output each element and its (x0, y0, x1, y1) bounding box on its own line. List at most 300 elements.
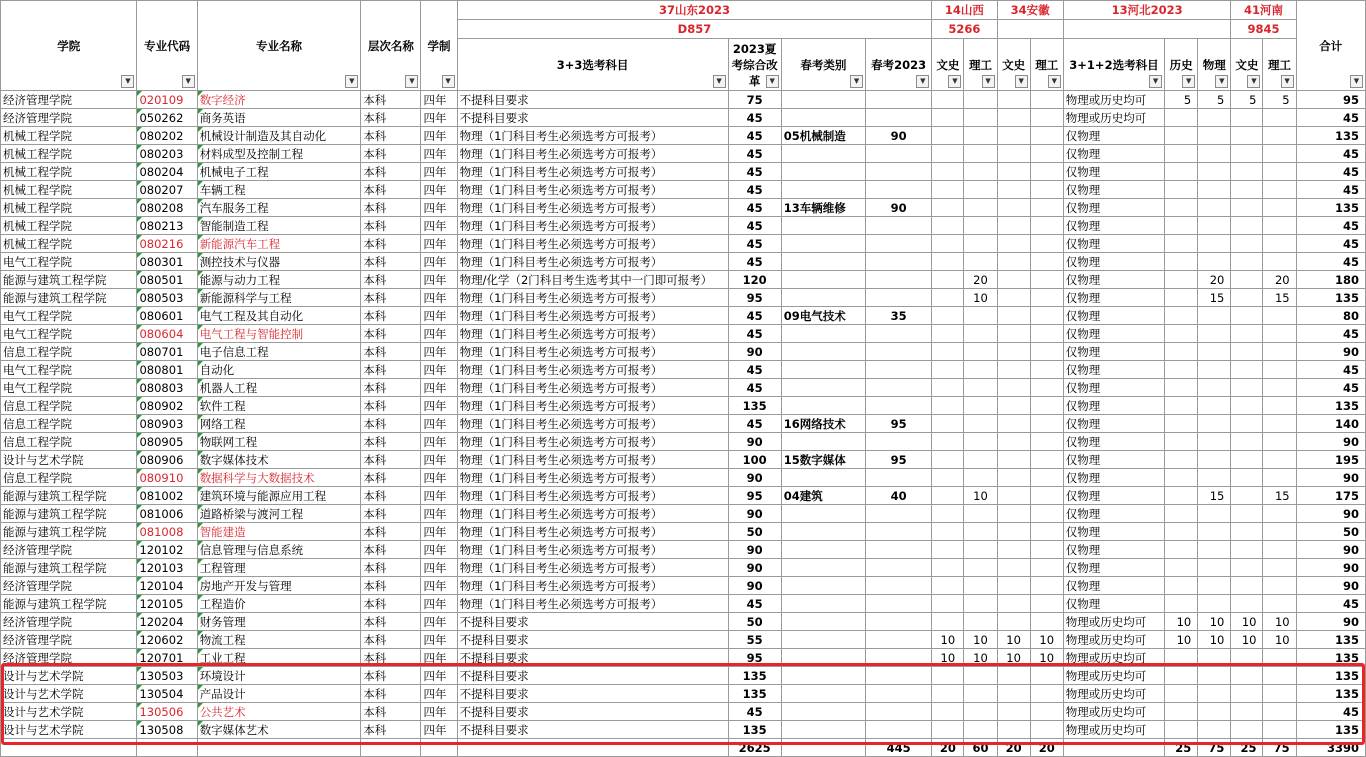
cell-hebei-lishi[interactable] (1165, 361, 1198, 379)
cell-level[interactable]: 本科 (361, 361, 421, 379)
cell-level[interactable]: 本科 (361, 109, 421, 127)
cell-shanxi-ligong[interactable] (964, 559, 997, 577)
header-major-name[interactable]: 专业名称 ▼ (197, 1, 361, 91)
cell-henan-wenshi[interactable] (1231, 361, 1263, 379)
cell-anhui-wenshi[interactable] (997, 325, 1030, 343)
cell-hebei-lishi[interactable] (1165, 325, 1198, 343)
cell-spring-category[interactable] (781, 217, 865, 235)
cell-level[interactable]: 本科 (361, 577, 421, 595)
cell-major-code[interactable]: 080903 (137, 415, 197, 433)
cell-shanxi-wenshi[interactable] (932, 685, 964, 703)
cell-subjects-312[interactable]: 仅物理 (1063, 595, 1164, 613)
cell-hebei-wuli[interactable] (1198, 451, 1231, 469)
cell-major-code[interactable]: 120104 (137, 577, 197, 595)
cell-total[interactable]: 135 (1296, 631, 1365, 649)
cell-reform-2023[interactable]: 120 (728, 271, 781, 289)
cell-duration[interactable]: 四年 (421, 703, 457, 721)
cell-shanxi-ligong[interactable] (964, 721, 997, 739)
cell-major-name[interactable]: 测控技术与仪器 (197, 253, 361, 271)
cell-spring-2023[interactable] (866, 325, 932, 343)
cell-reform-2023[interactable]: 45 (728, 217, 781, 235)
cell-spring-category[interactable] (781, 559, 865, 577)
cell-duration[interactable]: 四年 (421, 613, 457, 631)
cell-subjects-33[interactable]: 物理（1门科目考生必须选考方可报考） (457, 145, 728, 163)
dropdown-arrow-icon[interactable]: ▼ (1215, 75, 1228, 88)
cell-hebei-lishi[interactable] (1165, 685, 1198, 703)
cell-henan-wenshi[interactable] (1231, 127, 1263, 145)
cell-subjects-33[interactable]: 不提科目要求 (457, 685, 728, 703)
cell-college[interactable]: 电气工程学院 (1, 361, 137, 379)
cell-hebei-lishi[interactable] (1165, 559, 1198, 577)
cell-duration[interactable]: 四年 (421, 523, 457, 541)
cell-anhui-ligong[interactable] (1030, 307, 1063, 325)
cell-duration[interactable]: 四年 (421, 181, 457, 199)
cell-henan-ligong[interactable] (1263, 505, 1296, 523)
cell-total[interactable]: 90 (1296, 613, 1365, 631)
cell-major-code[interactable]: 120102 (137, 541, 197, 559)
cell-level[interactable]: 本科 (361, 91, 421, 109)
cell-spring-category[interactable] (781, 667, 865, 685)
total-cell-hebei-wuli[interactable]: 75 (1198, 739, 1231, 757)
cell-college[interactable]: 能源与建筑工程学院 (1, 505, 137, 523)
cell-reform-2023[interactable]: 45 (728, 145, 781, 163)
total-cell-anhui-ligong[interactable]: 20 (1030, 739, 1063, 757)
cell-reform-2023[interactable]: 45 (728, 181, 781, 199)
cell-college[interactable]: 信息工程学院 (1, 397, 137, 415)
cell-hebei-wuli[interactable] (1198, 433, 1231, 451)
cell-hebei-wuli[interactable] (1198, 523, 1231, 541)
cell-shanxi-wenshi[interactable] (932, 253, 964, 271)
header-subjects-312[interactable]: 3+1+2选考科目 ▼ (1063, 39, 1164, 91)
cell-major-code[interactable]: 080204 (137, 163, 197, 181)
cell-reform-2023[interactable]: 45 (728, 109, 781, 127)
cell-spring-category[interactable] (781, 685, 865, 703)
cell-major-name[interactable]: 建筑环境与能源应用工程 (197, 487, 361, 505)
cell-hebei-lishi[interactable]: 10 (1165, 631, 1198, 649)
cell-duration[interactable]: 四年 (421, 559, 457, 577)
cell-hebei-lishi[interactable] (1165, 307, 1198, 325)
cell-level[interactable]: 本科 (361, 685, 421, 703)
cell-anhui-ligong[interactable] (1030, 217, 1063, 235)
cell-subjects-312[interactable]: 仅物理 (1063, 397, 1164, 415)
cell-major-code[interactable]: 080202 (137, 127, 197, 145)
cell-subjects-33[interactable]: 物理（1门科目考生必须选考方可报考） (457, 523, 728, 541)
cell-spring-2023[interactable] (866, 703, 932, 721)
cell-anhui-wenshi[interactable] (997, 145, 1030, 163)
cell-subjects-312[interactable]: 物理或历史均可 (1063, 631, 1164, 649)
cell-subjects-312[interactable]: 仅物理 (1063, 217, 1164, 235)
cell-spring-2023[interactable]: 95 (866, 415, 932, 433)
cell-spring-2023[interactable] (866, 271, 932, 289)
cell-major-name[interactable]: 信息管理与信息系统 (197, 541, 361, 559)
cell-spring-2023[interactable] (866, 469, 932, 487)
cell-subjects-33[interactable]: 不提科目要求 (457, 109, 728, 127)
cell-college[interactable]: 经济管理学院 (1, 649, 137, 667)
cell-anhui-wenshi[interactable] (997, 685, 1030, 703)
dropdown-arrow-icon[interactable]: ▼ (1350, 75, 1363, 88)
cell-henan-ligong[interactable] (1263, 685, 1296, 703)
cell-college[interactable]: 信息工程学院 (1, 433, 137, 451)
cell-reform-2023[interactable]: 135 (728, 721, 781, 739)
cell-major-name[interactable]: 工程造价 (197, 595, 361, 613)
cell-subjects-312[interactable]: 仅物理 (1063, 271, 1164, 289)
cell-spring-category[interactable] (781, 397, 865, 415)
cell-anhui-wenshi[interactable] (997, 703, 1030, 721)
cell-major-name[interactable]: 电气工程与智能控制 (197, 325, 361, 343)
cell-henan-ligong[interactable] (1263, 523, 1296, 541)
cell-duration[interactable]: 四年 (421, 253, 457, 271)
cell-henan-ligong[interactable] (1263, 433, 1296, 451)
cell-major-code[interactable]: 080902 (137, 397, 197, 415)
cell-henan-ligong[interactable] (1263, 595, 1296, 613)
cell-major-name[interactable]: 电子信息工程 (197, 343, 361, 361)
cell-henan-ligong[interactable] (1263, 109, 1296, 127)
cell-major-code[interactable]: 081008 (137, 523, 197, 541)
cell-spring-category[interactable] (781, 703, 865, 721)
cell-major-code[interactable]: 130503 (137, 667, 197, 685)
cell-duration[interactable]: 四年 (421, 577, 457, 595)
cell-college[interactable]: 机械工程学院 (1, 217, 137, 235)
cell-hebei-lishi[interactable] (1165, 127, 1198, 145)
cell-shanxi-wenshi[interactable] (932, 109, 964, 127)
cell-major-name[interactable]: 电气工程及其自动化 (197, 307, 361, 325)
cell-total[interactable]: 90 (1296, 559, 1365, 577)
cell-henan-ligong[interactable] (1263, 199, 1296, 217)
header-total[interactable]: 合计 ▼ (1296, 1, 1365, 91)
cell-henan-ligong[interactable] (1263, 217, 1296, 235)
cell-duration[interactable]: 四年 (421, 91, 457, 109)
cell-spring-category[interactable] (781, 181, 865, 199)
cell-spring-category[interactable] (781, 595, 865, 613)
cell-henan-ligong[interactable] (1263, 145, 1296, 163)
cell-spring-2023[interactable] (866, 145, 932, 163)
cell-total[interactable]: 45 (1296, 145, 1365, 163)
cell-college[interactable]: 机械工程学院 (1, 145, 137, 163)
cell-shanxi-ligong[interactable] (964, 379, 997, 397)
cell-anhui-wenshi[interactable]: 10 (997, 649, 1030, 667)
cell-hebei-wuli[interactable] (1198, 127, 1231, 145)
cell-major-code[interactable]: 080601 (137, 307, 197, 325)
cell-henan-ligong[interactable] (1263, 397, 1296, 415)
cell-henan-ligong[interactable] (1263, 379, 1296, 397)
cell-total[interactable]: 90 (1296, 577, 1365, 595)
cell-subjects-33[interactable]: 物理（1门科目考生必须选考方可报考） (457, 199, 728, 217)
dropdown-arrow-icon[interactable]: ▼ (1149, 75, 1162, 88)
cell-total[interactable]: 135 (1296, 199, 1365, 217)
cell-anhui-wenshi[interactable] (997, 721, 1030, 739)
cell-duration[interactable]: 四年 (421, 163, 457, 181)
cell-reform-2023[interactable]: 90 (728, 577, 781, 595)
cell-shanxi-wenshi[interactable] (932, 595, 964, 613)
cell-hebei-lishi[interactable] (1165, 433, 1198, 451)
cell-anhui-wenshi[interactable] (997, 415, 1030, 433)
cell-henan-ligong[interactable] (1263, 541, 1296, 559)
cell-major-name[interactable]: 网络工程 (197, 415, 361, 433)
cell-major-code[interactable]: 080701 (137, 343, 197, 361)
cell-henan-ligong[interactable]: 5 (1263, 91, 1296, 109)
cell-reform-2023[interactable]: 45 (728, 199, 781, 217)
cell-subjects-33[interactable]: 物理（1门科目考生必须选考方可报考） (457, 361, 728, 379)
cell-hebei-wuli[interactable] (1198, 253, 1231, 271)
cell-major-name[interactable]: 商务英语 (197, 109, 361, 127)
cell-major-name[interactable]: 物联网工程 (197, 433, 361, 451)
cell-henan-wenshi[interactable] (1231, 523, 1263, 541)
cell-anhui-ligong[interactable] (1030, 271, 1063, 289)
cell-anhui-ligong[interactable] (1030, 181, 1063, 199)
cell-major-name[interactable]: 自动化 (197, 361, 361, 379)
cell-henan-ligong[interactable] (1263, 343, 1296, 361)
cell-subjects-33[interactable]: 物理（1门科目考生必须选考方可报考） (457, 577, 728, 595)
cell-reform-2023[interactable]: 135 (728, 397, 781, 415)
cell-level[interactable]: 本科 (361, 235, 421, 253)
header-henan-wenshi[interactable]: 文史 ▼ (1231, 39, 1263, 91)
cell-subjects-33[interactable]: 不提科目要求 (457, 721, 728, 739)
cell-shanxi-wenshi[interactable] (932, 307, 964, 325)
cell-spring-2023[interactable] (866, 163, 932, 181)
cell-hebei-lishi[interactable] (1165, 199, 1198, 217)
total-cell-subjects-33[interactable] (457, 739, 728, 757)
cell-reform-2023[interactable]: 45 (728, 415, 781, 433)
cell-duration[interactable]: 四年 (421, 397, 457, 415)
cell-henan-wenshi[interactable] (1231, 379, 1263, 397)
cell-shanxi-wenshi[interactable] (932, 235, 964, 253)
cell-level[interactable]: 本科 (361, 379, 421, 397)
cell-spring-2023[interactable] (866, 397, 932, 415)
cell-reform-2023[interactable]: 50 (728, 523, 781, 541)
cell-duration[interactable]: 四年 (421, 271, 457, 289)
cell-subjects-33[interactable]: 不提科目要求 (457, 631, 728, 649)
cell-major-name[interactable]: 新能源汽车工程 (197, 235, 361, 253)
cell-subjects-312[interactable]: 仅物理 (1063, 505, 1164, 523)
header-hebei-lishi[interactable]: 历史 ▼ (1165, 39, 1198, 91)
cell-college[interactable]: 设计与艺术学院 (1, 721, 137, 739)
cell-reform-2023[interactable]: 90 (728, 541, 781, 559)
cell-level[interactable]: 本科 (361, 505, 421, 523)
cell-college[interactable]: 机械工程学院 (1, 181, 137, 199)
cell-major-name[interactable]: 工程管理 (197, 559, 361, 577)
cell-henan-wenshi[interactable] (1231, 307, 1263, 325)
cell-hebei-wuli[interactable] (1198, 235, 1231, 253)
cell-college[interactable]: 能源与建筑工程学院 (1, 487, 137, 505)
cell-hebei-lishi[interactable] (1165, 217, 1198, 235)
cell-major-code[interactable]: 120103 (137, 559, 197, 577)
cell-total[interactable]: 140 (1296, 415, 1365, 433)
cell-level[interactable]: 本科 (361, 613, 421, 631)
cell-shanxi-wenshi[interactable] (932, 505, 964, 523)
cell-spring-2023[interactable] (866, 595, 932, 613)
cell-major-name[interactable]: 能源与动力工程 (197, 271, 361, 289)
cell-hebei-lishi[interactable] (1165, 577, 1198, 595)
cell-spring-category[interactable] (781, 325, 865, 343)
cell-subjects-33[interactable]: 物理/化学（2门科目考生选考其中一门即可报考） (457, 271, 728, 289)
cell-total[interactable]: 45 (1296, 325, 1365, 343)
cell-major-name[interactable]: 工业工程 (197, 649, 361, 667)
cell-anhui-ligong[interactable] (1030, 361, 1063, 379)
cell-subjects-312[interactable]: 仅物理 (1063, 415, 1164, 433)
cell-hebei-lishi[interactable] (1165, 163, 1198, 181)
cell-shanxi-wenshi[interactable] (932, 487, 964, 505)
cell-reform-2023[interactable]: 75 (728, 91, 781, 109)
cell-college[interactable]: 设计与艺术学院 (1, 685, 137, 703)
dropdown-arrow-icon[interactable]: ▼ (182, 75, 195, 88)
cell-anhui-wenshi[interactable] (997, 667, 1030, 685)
cell-level[interactable]: 本科 (361, 415, 421, 433)
cell-spring-2023[interactable] (866, 109, 932, 127)
total-cell-college[interactable] (1, 739, 137, 757)
cell-spring-2023[interactable] (866, 505, 932, 523)
cell-college[interactable]: 信息工程学院 (1, 415, 137, 433)
cell-anhui-wenshi[interactable] (997, 343, 1030, 361)
cell-shanxi-wenshi[interactable] (932, 343, 964, 361)
cell-subjects-312[interactable]: 仅物理 (1063, 253, 1164, 271)
cell-henan-ligong[interactable] (1263, 235, 1296, 253)
cell-major-code[interactable]: 081002 (137, 487, 197, 505)
cell-spring-category[interactable] (781, 163, 865, 181)
cell-major-name[interactable]: 公共艺术 (197, 703, 361, 721)
cell-college[interactable]: 机械工程学院 (1, 127, 137, 145)
cell-subjects-33[interactable]: 物理（1门科目考生必须选考方可报考） (457, 451, 728, 469)
cell-subjects-312[interactable]: 仅物理 (1063, 361, 1164, 379)
cell-hebei-lishi[interactable] (1165, 271, 1198, 289)
cell-anhui-wenshi[interactable] (997, 451, 1030, 469)
cell-henan-ligong[interactable] (1263, 361, 1296, 379)
cell-subjects-33[interactable]: 不提科目要求 (457, 649, 728, 667)
cell-henan-wenshi[interactable] (1231, 649, 1263, 667)
cell-major-code[interactable]: 080801 (137, 361, 197, 379)
cell-level[interactable]: 本科 (361, 145, 421, 163)
cell-total[interactable]: 45 (1296, 703, 1365, 721)
cell-shanxi-wenshi[interactable]: 10 (932, 649, 964, 667)
cell-shanxi-wenshi[interactable] (932, 91, 964, 109)
cell-hebei-lishi[interactable] (1165, 109, 1198, 127)
cell-shanxi-wenshi[interactable] (932, 721, 964, 739)
cell-hebei-wuli[interactable] (1198, 559, 1231, 577)
cell-major-name[interactable]: 智能制造工程 (197, 217, 361, 235)
cell-shanxi-wenshi[interactable] (932, 397, 964, 415)
cell-shanxi-wenshi[interactable] (932, 379, 964, 397)
cell-hebei-lishi[interactable] (1165, 487, 1198, 505)
cell-major-name[interactable]: 道路桥梁与渡河工程 (197, 505, 361, 523)
cell-henan-wenshi[interactable]: 5 (1231, 91, 1263, 109)
cell-shanxi-wenshi[interactable]: 10 (932, 631, 964, 649)
cell-shanxi-ligong[interactable]: 10 (964, 487, 997, 505)
cell-duration[interactable]: 四年 (421, 217, 457, 235)
cell-duration[interactable]: 四年 (421, 631, 457, 649)
cell-henan-ligong[interactable] (1263, 127, 1296, 145)
cell-henan-ligong[interactable]: 15 (1263, 487, 1296, 505)
cell-level[interactable]: 本科 (361, 325, 421, 343)
cell-reform-2023[interactable]: 45 (728, 703, 781, 721)
dropdown-arrow-icon[interactable]: ▼ (442, 75, 455, 88)
cell-hebei-wuli[interactable] (1198, 595, 1231, 613)
cell-college[interactable]: 电气工程学院 (1, 307, 137, 325)
header-anhui-ligong[interactable]: 理工 ▼ (1030, 39, 1063, 91)
cell-major-name[interactable]: 车辆工程 (197, 181, 361, 199)
cell-college[interactable]: 经济管理学院 (1, 91, 137, 109)
cell-college[interactable]: 设计与艺术学院 (1, 703, 137, 721)
cell-henan-wenshi[interactable] (1231, 433, 1263, 451)
cell-hebei-wuli[interactable] (1198, 505, 1231, 523)
cell-spring-2023[interactable] (866, 667, 932, 685)
total-cell-major-name[interactable] (197, 739, 361, 757)
cell-subjects-312[interactable]: 仅物理 (1063, 325, 1164, 343)
total-cell-hebei-lishi[interactable]: 25 (1165, 739, 1198, 757)
cell-shanxi-wenshi[interactable] (932, 703, 964, 721)
cell-henan-wenshi[interactable] (1231, 541, 1263, 559)
cell-subjects-33[interactable]: 不提科目要求 (457, 703, 728, 721)
cell-anhui-ligong[interactable] (1030, 289, 1063, 307)
cell-level[interactable]: 本科 (361, 541, 421, 559)
header-college[interactable]: 学院 ▼ (1, 1, 137, 91)
cell-major-code[interactable]: 080213 (137, 217, 197, 235)
cell-reform-2023[interactable]: 90 (728, 505, 781, 523)
cell-spring-category[interactable] (781, 271, 865, 289)
cell-henan-wenshi[interactable] (1231, 703, 1263, 721)
cell-duration[interactable]: 四年 (421, 649, 457, 667)
cell-subjects-33[interactable]: 物理（1门科目考生必须选考方可报考） (457, 163, 728, 181)
cell-shanxi-wenshi[interactable] (932, 325, 964, 343)
cell-total[interactable]: 45 (1296, 253, 1365, 271)
cell-spring-category[interactable] (781, 109, 865, 127)
cell-shanxi-wenshi[interactable] (932, 415, 964, 433)
cell-college[interactable]: 能源与建筑工程学院 (1, 523, 137, 541)
cell-level[interactable]: 本科 (361, 721, 421, 739)
cell-anhui-ligong[interactable] (1030, 685, 1063, 703)
cell-hebei-lishi[interactable] (1165, 451, 1198, 469)
cell-major-name[interactable]: 数字媒体艺术 (197, 721, 361, 739)
cell-level[interactable]: 本科 (361, 289, 421, 307)
cell-subjects-33[interactable]: 物理（1门科目考生必须选考方可报考） (457, 469, 728, 487)
cell-subjects-33[interactable]: 物理（1门科目考生必须选考方可报考） (457, 397, 728, 415)
cell-anhui-ligong[interactable] (1030, 541, 1063, 559)
cell-hebei-wuli[interactable] (1198, 199, 1231, 217)
cell-major-code[interactable]: 130508 (137, 721, 197, 739)
cell-spring-2023[interactable] (866, 181, 932, 199)
cell-henan-wenshi[interactable] (1231, 109, 1263, 127)
cell-college[interactable]: 设计与艺术学院 (1, 667, 137, 685)
cell-henan-wenshi[interactable] (1231, 721, 1263, 739)
cell-henan-wenshi[interactable] (1231, 199, 1263, 217)
header-hebei-wuli[interactable]: 物理 ▼ (1198, 39, 1231, 91)
cell-major-name[interactable]: 机械电子工程 (197, 163, 361, 181)
cell-henan-wenshi[interactable] (1231, 163, 1263, 181)
cell-subjects-33[interactable]: 物理（1门科目考生必须选考方可报考） (457, 541, 728, 559)
cell-henan-wenshi[interactable] (1231, 595, 1263, 613)
cell-shanxi-ligong[interactable] (964, 415, 997, 433)
header-reform-2023[interactable]: 2023夏考综合改革 ▼ (728, 39, 781, 91)
cell-shanxi-ligong[interactable] (964, 253, 997, 271)
cell-anhui-ligong[interactable] (1030, 451, 1063, 469)
dropdown-arrow-icon[interactable]: ▼ (766, 75, 779, 88)
cell-hebei-wuli[interactable] (1198, 649, 1231, 667)
cell-anhui-wenshi[interactable] (997, 487, 1030, 505)
cell-anhui-ligong[interactable] (1030, 91, 1063, 109)
cell-shanxi-ligong[interactable] (964, 505, 997, 523)
cell-hebei-lishi[interactable] (1165, 541, 1198, 559)
cell-hebei-lishi[interactable] (1165, 667, 1198, 685)
cell-college[interactable]: 经济管理学院 (1, 613, 137, 631)
cell-reform-2023[interactable]: 50 (728, 613, 781, 631)
cell-hebei-wuli[interactable] (1198, 217, 1231, 235)
cell-anhui-ligong[interactable] (1030, 253, 1063, 271)
cell-duration[interactable]: 四年 (421, 109, 457, 127)
dropdown-arrow-icon[interactable]: ▼ (1281, 75, 1294, 88)
cell-level[interactable]: 本科 (361, 181, 421, 199)
cell-reform-2023[interactable]: 90 (728, 469, 781, 487)
cell-level[interactable]: 本科 (361, 397, 421, 415)
cell-anhui-ligong[interactable] (1030, 469, 1063, 487)
header-spring-2023[interactable]: 春考2023 ▼ (866, 39, 932, 91)
